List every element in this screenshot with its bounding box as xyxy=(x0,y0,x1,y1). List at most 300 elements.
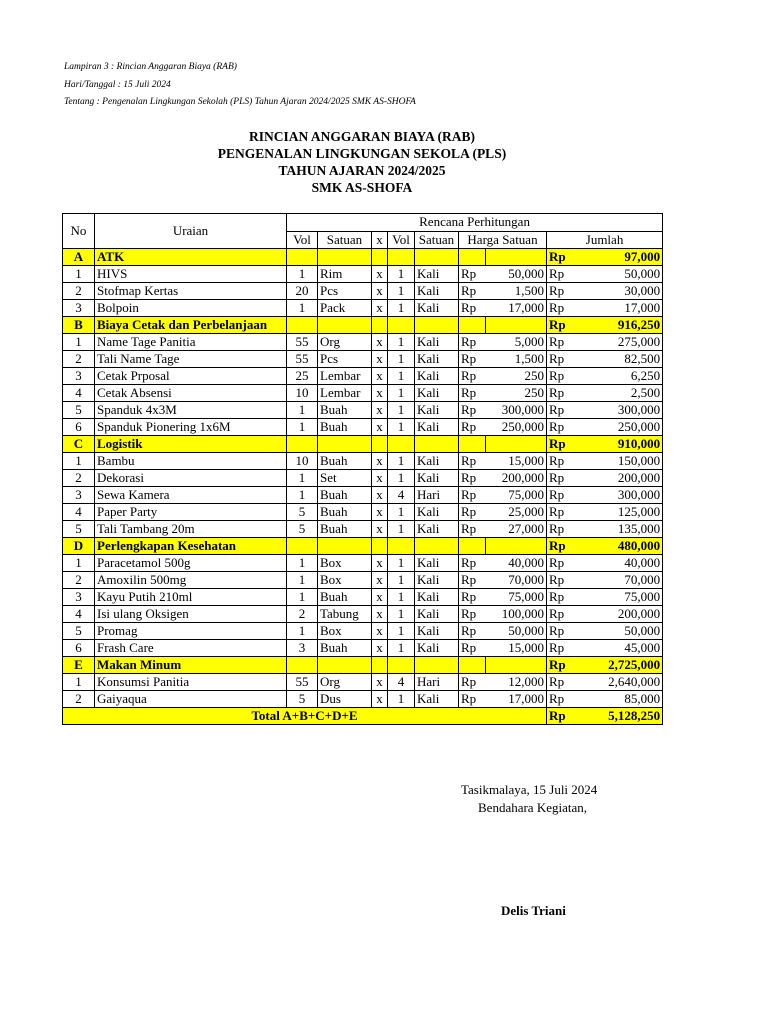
empty-cell xyxy=(372,538,388,555)
table-row xyxy=(63,572,663,589)
item-price-currency: Rp xyxy=(459,402,486,419)
empty-cell xyxy=(415,436,459,453)
item-amount-currency: Rp xyxy=(547,640,571,657)
section-currency: Rp xyxy=(547,317,571,334)
item-vol-2: 1 xyxy=(388,300,415,317)
empty-cell xyxy=(459,657,486,674)
item-satuan-2: Kali xyxy=(415,640,459,657)
section-currency: Rp xyxy=(547,538,571,555)
item-vol: 25 xyxy=(287,368,318,385)
item-vol: 10 xyxy=(287,453,318,470)
empty-cell xyxy=(486,436,547,453)
item-no: 3 xyxy=(63,589,95,606)
item-vol-2: 1 xyxy=(388,351,415,368)
item-amount-currency: Rp xyxy=(547,487,571,504)
item-price: 1,500 xyxy=(486,351,547,368)
item-vol-2: 1 xyxy=(388,368,415,385)
section-currency: Rp xyxy=(547,249,571,266)
empty-cell xyxy=(388,657,415,674)
item-amount-currency: Rp xyxy=(547,351,571,368)
item-no: 1 xyxy=(63,555,95,572)
item-price: 25,000 xyxy=(486,504,547,521)
item-amount-currency: Rp xyxy=(547,402,571,419)
item-vol-2: 1 xyxy=(388,606,415,623)
empty-cell xyxy=(372,249,388,266)
empty-cell xyxy=(415,249,459,266)
item-uraian: Konsumsi Panitia xyxy=(95,674,287,691)
item-amount: 17,000 xyxy=(571,300,663,317)
item-satuan-2: Kali xyxy=(415,283,459,300)
item-vol-2: 1 xyxy=(388,521,415,538)
empty-cell xyxy=(372,317,388,334)
item-satuan: Pack xyxy=(318,300,372,317)
item-amount-currency: Rp xyxy=(547,283,571,300)
item-price-currency: Rp xyxy=(459,504,486,521)
item-uraian: Paper Party xyxy=(95,504,287,521)
item-satuan: Buah xyxy=(318,453,372,470)
empty-cell xyxy=(388,249,415,266)
item-vol: 1 xyxy=(287,589,318,606)
table-row xyxy=(63,691,663,708)
item-price-currency: Rp xyxy=(459,674,486,691)
item-uraian: Isi ulang Oksigen xyxy=(95,606,287,623)
item-no: 5 xyxy=(63,521,95,538)
section-code: E xyxy=(63,657,95,674)
item-satuan: Box xyxy=(318,623,372,640)
table-row xyxy=(63,334,663,351)
item-x: x xyxy=(372,606,388,623)
item-uraian: Paracetamol 500g xyxy=(95,555,287,572)
item-satuan-2: Kali xyxy=(415,572,459,589)
item-no: 3 xyxy=(63,300,95,317)
item-price: 50,000 xyxy=(486,623,547,640)
item-vol-2: 1 xyxy=(388,555,415,572)
header-uraian: Uraian xyxy=(95,214,287,249)
item-vol: 3 xyxy=(287,640,318,657)
item-x: x xyxy=(372,555,388,572)
item-satuan-2: Kali xyxy=(415,691,459,708)
item-price-currency: Rp xyxy=(459,351,486,368)
empty-cell xyxy=(318,317,372,334)
section-total: 97,000 xyxy=(571,249,663,266)
item-satuan: Buah xyxy=(318,521,372,538)
empty-cell xyxy=(415,657,459,674)
item-satuan-2: Kali xyxy=(415,385,459,402)
item-amount: 85,000 xyxy=(571,691,663,708)
section-currency: Rp xyxy=(547,436,571,453)
table-row xyxy=(63,606,663,623)
item-satuan-2: Kali xyxy=(415,606,459,623)
item-price: 200,000 xyxy=(486,470,547,487)
item-price: 17,000 xyxy=(486,691,547,708)
empty-cell xyxy=(459,538,486,555)
empty-cell xyxy=(486,317,547,334)
section-code: C xyxy=(63,436,95,453)
item-x: x xyxy=(372,266,388,283)
item-satuan: Dus xyxy=(318,691,372,708)
item-x: x xyxy=(372,674,388,691)
table-row xyxy=(63,283,663,300)
item-amount-currency: Rp xyxy=(547,266,571,283)
table-row xyxy=(63,555,663,572)
item-x: x xyxy=(372,419,388,436)
item-vol: 1 xyxy=(287,419,318,436)
item-no: 4 xyxy=(63,504,95,521)
item-vol-2: 4 xyxy=(388,487,415,504)
item-x: x xyxy=(372,640,388,657)
section-name: ATK xyxy=(95,249,287,266)
item-no: 6 xyxy=(63,640,95,657)
section-code: D xyxy=(63,538,95,555)
date-label: Hari/Tanggal : 15 Juli 2024 xyxy=(64,80,171,90)
item-uraian: Dekorasi xyxy=(95,470,287,487)
item-x: x xyxy=(372,385,388,402)
empty-cell xyxy=(459,317,486,334)
item-satuan-2: Kali xyxy=(415,300,459,317)
item-uraian: Tali Name Tage xyxy=(95,351,287,368)
item-vol-2: 1 xyxy=(388,419,415,436)
item-no: 2 xyxy=(63,351,95,368)
section-row xyxy=(63,436,663,453)
table-row xyxy=(63,300,663,317)
item-x: x xyxy=(372,487,388,504)
empty-cell xyxy=(372,436,388,453)
item-uraian: Promag xyxy=(95,623,287,640)
item-no: 4 xyxy=(63,606,95,623)
doc-title xyxy=(62,128,662,196)
item-satuan: Lembar xyxy=(318,368,372,385)
item-price-currency: Rp xyxy=(459,266,486,283)
header-rencana: Rencana Perhitungan xyxy=(287,214,663,232)
item-vol-2: 1 xyxy=(388,589,415,606)
empty-cell xyxy=(287,436,318,453)
item-satuan: Buah xyxy=(318,589,372,606)
item-x: x xyxy=(372,402,388,419)
item-vol: 20 xyxy=(287,283,318,300)
title-line-2: PENGENALAN LINGKUNGAN SEKOLA (PLS) xyxy=(217,146,507,161)
header-no: No xyxy=(63,214,95,249)
item-no: 3 xyxy=(63,368,95,385)
item-price: 50,000 xyxy=(486,266,547,283)
item-amount: 50,000 xyxy=(571,623,663,640)
budget-table xyxy=(62,213,663,725)
item-satuan-2: Kali xyxy=(415,402,459,419)
item-uraian: Cetak Absensi xyxy=(95,385,287,402)
section-name: Logistik xyxy=(95,436,287,453)
section-total: 910,000 xyxy=(571,436,663,453)
item-satuan: Box xyxy=(318,572,372,589)
item-price-currency: Rp xyxy=(459,640,486,657)
item-x: x xyxy=(372,589,388,606)
item-satuan-2: Kali xyxy=(415,589,459,606)
item-vol-2: 4 xyxy=(388,674,415,691)
section-name: Biaya Cetak dan Perbelanjaan xyxy=(95,317,287,334)
table-row xyxy=(63,640,663,657)
item-satuan: Pcs xyxy=(318,351,372,368)
item-amount: 40,000 xyxy=(571,555,663,572)
empty-cell xyxy=(372,657,388,674)
item-x: x xyxy=(372,623,388,640)
item-vol-2: 1 xyxy=(388,385,415,402)
item-vol-2: 1 xyxy=(388,453,415,470)
item-uraian: Bambu xyxy=(95,453,287,470)
item-uraian: Kayu Putih 210ml xyxy=(95,589,287,606)
item-vol-2: 1 xyxy=(388,691,415,708)
table-row xyxy=(63,589,663,606)
item-price-currency: Rp xyxy=(459,334,486,351)
item-no: 1 xyxy=(63,453,95,470)
item-uraian: Amoxilin 500mg xyxy=(95,572,287,589)
item-amount: 300,000 xyxy=(571,402,663,419)
header-satuan: Satuan xyxy=(318,231,372,249)
empty-cell xyxy=(415,538,459,555)
empty-cell xyxy=(388,538,415,555)
item-no: 1 xyxy=(63,266,95,283)
item-amount-currency: Rp xyxy=(547,504,571,521)
item-satuan: Org xyxy=(318,674,372,691)
item-vol-2: 1 xyxy=(388,283,415,300)
item-satuan: Tabung xyxy=(318,606,372,623)
item-price: 250,000 xyxy=(486,419,547,436)
item-uraian: Sewa Kamera xyxy=(95,487,287,504)
signer-role: Bendahara Kegiatan, xyxy=(478,800,588,815)
item-vol: 1 xyxy=(287,572,318,589)
item-x: x xyxy=(372,453,388,470)
item-vol-2: 1 xyxy=(388,266,415,283)
item-amount: 70,000 xyxy=(571,572,663,589)
empty-cell xyxy=(486,657,547,674)
item-satuan: Lembar xyxy=(318,385,372,402)
item-price: 250 xyxy=(486,385,547,402)
item-satuan-2: Kali xyxy=(415,419,459,436)
table-row xyxy=(63,419,663,436)
empty-cell xyxy=(388,436,415,453)
table-row xyxy=(63,504,663,521)
place-date: Tasikmalaya, 15 Juli 2024 xyxy=(461,782,598,797)
table-row xyxy=(63,487,663,504)
item-price-currency: Rp xyxy=(459,419,486,436)
section-row xyxy=(63,249,663,266)
item-vol: 1 xyxy=(287,555,318,572)
item-vol: 5 xyxy=(287,691,318,708)
item-price-currency: Rp xyxy=(459,283,486,300)
item-price: 15,000 xyxy=(486,640,547,657)
item-satuan-2: Kali xyxy=(415,266,459,283)
header-vol-2: Vol xyxy=(388,231,415,249)
item-x: x xyxy=(372,691,388,708)
attachment-label: Lampiran 3 : Rincian Anggaran Biaya (RAB) xyxy=(64,62,237,72)
item-uraian: Bolpoin xyxy=(95,300,287,317)
item-no: 2 xyxy=(63,572,95,589)
empty-cell xyxy=(459,249,486,266)
item-vol-2: 1 xyxy=(388,334,415,351)
item-price-currency: Rp xyxy=(459,385,486,402)
section-total: 2,725,000 xyxy=(571,657,663,674)
item-uraian: Stofmap Kertas xyxy=(95,283,287,300)
item-price-currency: Rp xyxy=(459,487,486,504)
item-satuan-2: Kali xyxy=(415,368,459,385)
table-row xyxy=(63,402,663,419)
empty-cell xyxy=(318,538,372,555)
item-amount-currency: Rp xyxy=(547,606,571,623)
item-price: 27,000 xyxy=(486,521,547,538)
item-amount-currency: Rp xyxy=(547,623,571,640)
item-uraian: Spanduk Pionering 1x6M xyxy=(95,419,287,436)
item-price-currency: Rp xyxy=(459,606,486,623)
item-amount-currency: Rp xyxy=(547,385,571,402)
item-amount: 125,000 xyxy=(571,504,663,521)
item-no: 2 xyxy=(63,470,95,487)
item-satuan: Buah xyxy=(318,402,372,419)
item-satuan-2: Kali xyxy=(415,334,459,351)
item-vol: 1 xyxy=(287,623,318,640)
title-line-1: RINCIAN ANGGARAN BIAYA (RAB) xyxy=(249,129,475,144)
item-vol: 1 xyxy=(287,470,318,487)
item-x: x xyxy=(372,504,388,521)
item-price-currency: Rp xyxy=(459,368,486,385)
item-vol: 1 xyxy=(287,300,318,317)
table-row xyxy=(63,351,663,368)
section-name: Perlengkapan Kesehatan xyxy=(95,538,287,555)
item-amount-currency: Rp xyxy=(547,521,571,538)
section-total: 480,000 xyxy=(571,538,663,555)
item-x: x xyxy=(372,521,388,538)
item-x: x xyxy=(372,368,388,385)
item-satuan: Org xyxy=(318,334,372,351)
item-amount: 6,250 xyxy=(571,368,663,385)
item-vol-2: 1 xyxy=(388,572,415,589)
item-vol: 55 xyxy=(287,351,318,368)
item-vol-2: 1 xyxy=(388,623,415,640)
item-amount-currency: Rp xyxy=(547,334,571,351)
item-satuan-2: Kali xyxy=(415,453,459,470)
total-label: Total A+B+C+D+E xyxy=(63,708,547,725)
item-price-currency: Rp xyxy=(459,470,486,487)
header-harga: Harga Satuan xyxy=(459,231,547,249)
item-price: 1,500 xyxy=(486,283,547,300)
header-x: x xyxy=(372,231,388,249)
section-code: B xyxy=(63,317,95,334)
item-no: 1 xyxy=(63,674,95,691)
empty-cell xyxy=(459,436,486,453)
item-amount-currency: Rp xyxy=(547,453,571,470)
item-price-currency: Rp xyxy=(459,691,486,708)
item-satuan: Buah xyxy=(318,419,372,436)
item-price-currency: Rp xyxy=(459,453,486,470)
item-vol: 10 xyxy=(287,385,318,402)
header-jumlah: Jumlah xyxy=(547,231,663,249)
item-amount: 200,000 xyxy=(571,470,663,487)
item-amount-currency: Rp xyxy=(547,419,571,436)
item-vol-2: 1 xyxy=(388,640,415,657)
empty-cell xyxy=(415,317,459,334)
item-amount-currency: Rp xyxy=(547,368,571,385)
empty-cell xyxy=(388,317,415,334)
item-vol: 5 xyxy=(287,504,318,521)
item-no: 2 xyxy=(63,283,95,300)
item-price: 12,000 xyxy=(486,674,547,691)
item-x: x xyxy=(372,572,388,589)
item-price-currency: Rp xyxy=(459,589,486,606)
item-satuan: Buah xyxy=(318,487,372,504)
item-satuan-2: Kali xyxy=(415,504,459,521)
header-satuan-2: Satuan xyxy=(415,231,459,249)
item-price: 250 xyxy=(486,368,547,385)
empty-cell xyxy=(486,538,547,555)
section-row xyxy=(63,538,663,555)
item-amount: 250,000 xyxy=(571,419,663,436)
item-amount-currency: Rp xyxy=(547,572,571,589)
item-vol: 1 xyxy=(287,402,318,419)
item-no: 4 xyxy=(63,385,95,402)
item-vol: 1 xyxy=(287,487,318,504)
item-no: 2 xyxy=(63,691,95,708)
empty-cell xyxy=(287,317,318,334)
title-line-4: SMK AS-SHOFA xyxy=(311,180,413,195)
table-row xyxy=(63,470,663,487)
item-satuan-2: Kali xyxy=(415,623,459,640)
item-price: 75,000 xyxy=(486,487,547,504)
item-price: 15,000 xyxy=(486,453,547,470)
item-amount-currency: Rp xyxy=(547,300,571,317)
empty-cell xyxy=(287,249,318,266)
item-price: 300,000 xyxy=(486,402,547,419)
item-satuan: Set xyxy=(318,470,372,487)
header-row-1 xyxy=(63,214,663,232)
item-amount-currency: Rp xyxy=(547,691,571,708)
empty-cell xyxy=(318,249,372,266)
item-amount-currency: Rp xyxy=(547,470,571,487)
item-satuan: Buah xyxy=(318,640,372,657)
item-amount: 150,000 xyxy=(571,453,663,470)
item-amount: 50,000 xyxy=(571,266,663,283)
item-amount: 2,500 xyxy=(571,385,663,402)
item-uraian: Gaiyaqua xyxy=(95,691,287,708)
item-satuan-2: Hari xyxy=(415,674,459,691)
empty-cell xyxy=(318,436,372,453)
section-code: A xyxy=(63,249,95,266)
item-uraian: Tali Tambang 20m xyxy=(95,521,287,538)
item-vol: 5 xyxy=(287,521,318,538)
item-amount: 200,000 xyxy=(571,606,663,623)
item-amount-currency: Rp xyxy=(547,589,571,606)
item-amount: 82,500 xyxy=(571,351,663,368)
item-uraian: Frash Care xyxy=(95,640,287,657)
item-price: 40,000 xyxy=(486,555,547,572)
item-amount: 45,000 xyxy=(571,640,663,657)
item-amount: 275,000 xyxy=(571,334,663,351)
section-row xyxy=(63,317,663,334)
table-row xyxy=(63,674,663,691)
item-price-currency: Rp xyxy=(459,555,486,572)
title-line-3: TAHUN AJARAN 2024/2025 xyxy=(278,163,446,178)
item-vol-2: 1 xyxy=(388,402,415,419)
item-vol: 55 xyxy=(287,674,318,691)
item-x: x xyxy=(372,334,388,351)
item-satuan: Box xyxy=(318,555,372,572)
item-vol: 1 xyxy=(287,266,318,283)
item-price-currency: Rp xyxy=(459,300,486,317)
item-no: 5 xyxy=(63,402,95,419)
empty-cell xyxy=(287,538,318,555)
total-row xyxy=(63,708,663,725)
item-x: x xyxy=(372,300,388,317)
item-satuan: Pcs xyxy=(318,283,372,300)
item-satuan-2: Kali xyxy=(415,470,459,487)
item-x: x xyxy=(372,470,388,487)
item-vol: 2 xyxy=(287,606,318,623)
subject-label: Tentang : Pengenalan Lingkungan Sekolah (PLS) Tahun Ajaran 2024/2025 SMK AS-SHOFA xyxy=(64,97,416,107)
